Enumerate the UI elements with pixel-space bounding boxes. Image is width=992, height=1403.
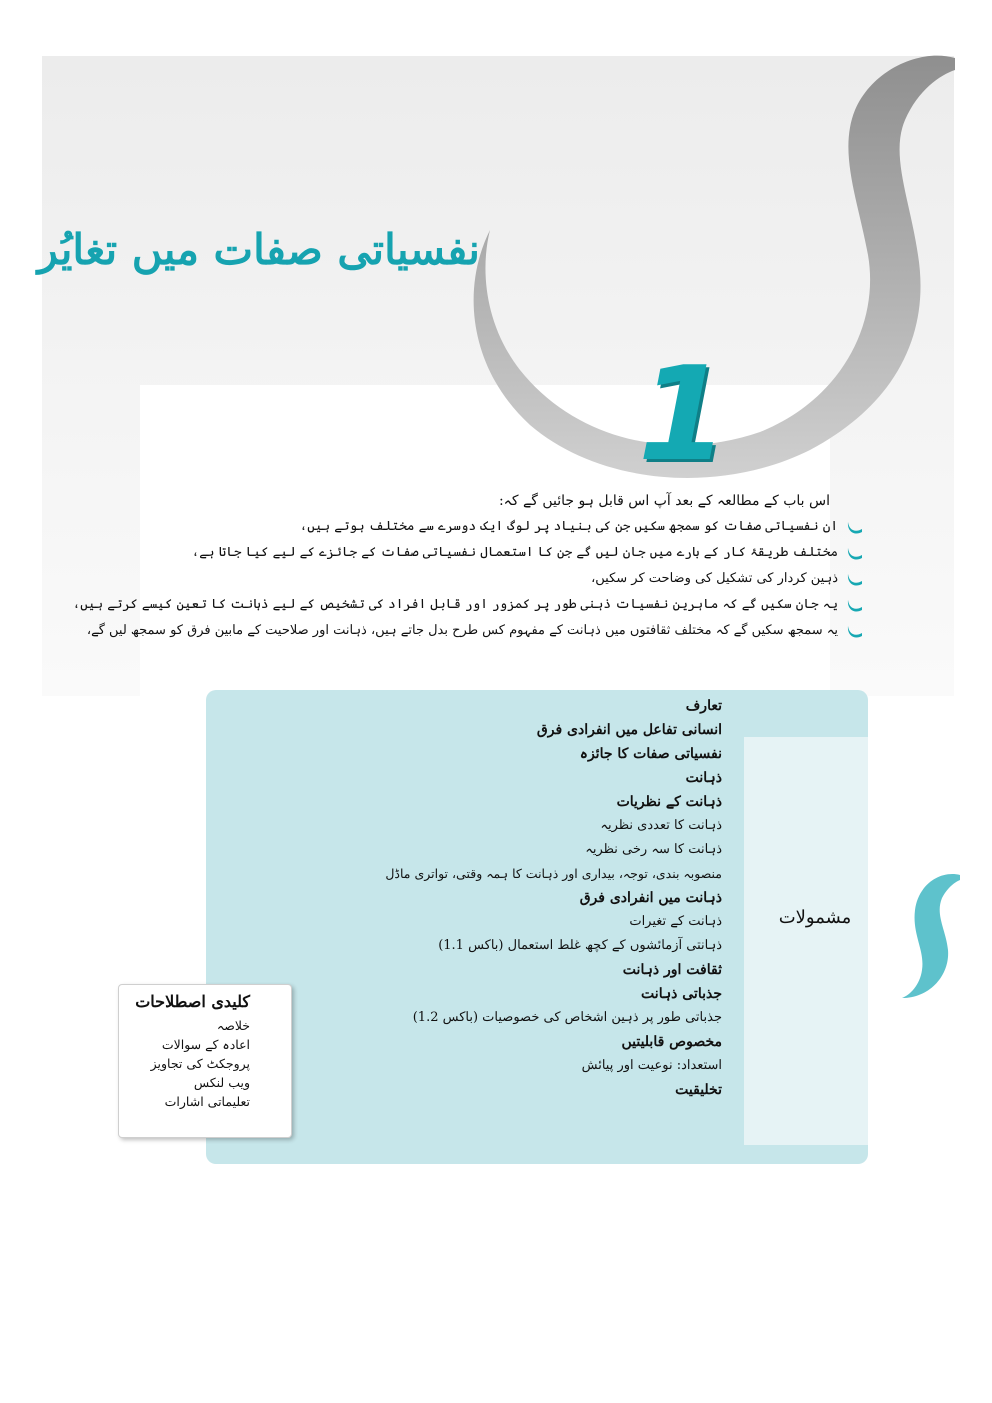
- objective-item: [220, 514, 870, 540]
- contents-subitem: استعداد: نوعیت اور پیائش: [581, 1058, 722, 1073]
- chapter-title: نفسیاتی صفات میں تغایُر: [37, 225, 480, 274]
- bullet-icon: [846, 570, 864, 588]
- contents-subitem: جذباتی طور پر ذہین اشخاص کی خصوصیات (باکس 1.2): [412, 1010, 722, 1025]
- key-term-item: پروجکٹ کی تجاویز: [150, 1056, 250, 1071]
- bullet-icon: [846, 622, 864, 640]
- bullet-icon: [846, 518, 864, 536]
- contents-list: [380, 694, 722, 1102]
- key-term-item: خلاصہ: [216, 1018, 250, 1033]
- contents-item: ذہانت: [685, 770, 722, 786]
- key-terms-title: کلیدی اصطلاحات: [135, 992, 250, 1011]
- objective-item: [220, 566, 870, 592]
- objective-item: [86, 618, 870, 644]
- contents-item: انسانی تفاعل میں انفرادی فرق: [536, 722, 722, 738]
- decorative-side-swirl: [900, 870, 960, 1000]
- objective-text: ان نفسیاتی صفات کو سمجھ سکیں جن کی بنیاد پر لوگ ایک دوسرے سے مختلف ہوتے ہیں،: [299, 519, 838, 534]
- contents-subitem: منصوبہ بندی، توجہ، بیداری اور ذہانت کا ہمہ وقتی، تواتری ماڈل: [385, 866, 722, 881]
- contents-subitem: ذہانتی آزمائشوں کے کچھ غلط استعمال (باکس 1.1): [438, 938, 722, 953]
- contents-item: مخصوص قابلیتیں: [621, 1034, 722, 1050]
- key-term-item: ویب لنکس: [193, 1075, 250, 1090]
- contents-subitem: ذہانت کا تعددی نظریہ: [600, 818, 722, 833]
- contents-item: جذباتی ذہانت: [641, 986, 722, 1002]
- contents-side-panel: [744, 737, 868, 1145]
- contents-subitem: ذہانت کے تغیرات: [629, 914, 722, 929]
- chapter-number: 1: [637, 338, 729, 490]
- objective-text: مختلف طریقۂ کار کے بارے میں جان لیں گے جن کا استعمال نفسیاتی صفات کے جائزے کے لیے کیا جاتا ہے،: [191, 545, 838, 560]
- key-term-item: تعلیماتی اشارات: [164, 1094, 250, 1109]
- contents-item: ذہانت میں انفرادی فرق: [579, 890, 722, 906]
- learning-objectives: [72, 488, 870, 644]
- contents-subitem: ذہانت کا سہ رخی نظریہ: [585, 842, 722, 857]
- contents-label: مشمولات: [778, 907, 852, 928]
- objective-item: [72, 592, 870, 618]
- key-terms-list: [150, 1016, 250, 1111]
- objective-text: یہ جان سکیں گے کہ ماہرین نفسیات ذہنی طور پر کمزور اور قابل افراد کی تشخیص کے لیے ذہانت کا تعین کیسے کرتے ہیں،: [72, 597, 838, 612]
- contents-item: ذہانت کے نظریات: [616, 794, 722, 810]
- objective-text: ذہین کردار کی تشکیل کی وضاحت کر سکیں،: [591, 571, 838, 586]
- bullet-icon: [846, 596, 864, 614]
- contents-item: ثقافت اور ذہانت: [622, 962, 722, 978]
- objective-item: [191, 540, 870, 566]
- contents-item: تخلیقیت: [675, 1082, 722, 1098]
- contents-item: تعارف: [685, 698, 722, 714]
- objectives-intro: اس باب کے مطالعہ کے بعد آپ اس قابل ہو جائیں گے کہ:: [498, 493, 830, 509]
- bullet-icon: [846, 544, 864, 562]
- contents-item: نفسیاتی صفات کا جائزہ: [579, 746, 722, 762]
- objective-text: یہ سمجھ سکیں گے کہ مختلف ثقافتوں میں ذہانت کے مفہوم کس طرح بدل جاتے ہیں، ذہانت اور صلاحیت کے مابین فرق کو سمجھ لیں گے،: [86, 623, 838, 638]
- key-term-item: اعادہ کے سوالات: [161, 1037, 250, 1052]
